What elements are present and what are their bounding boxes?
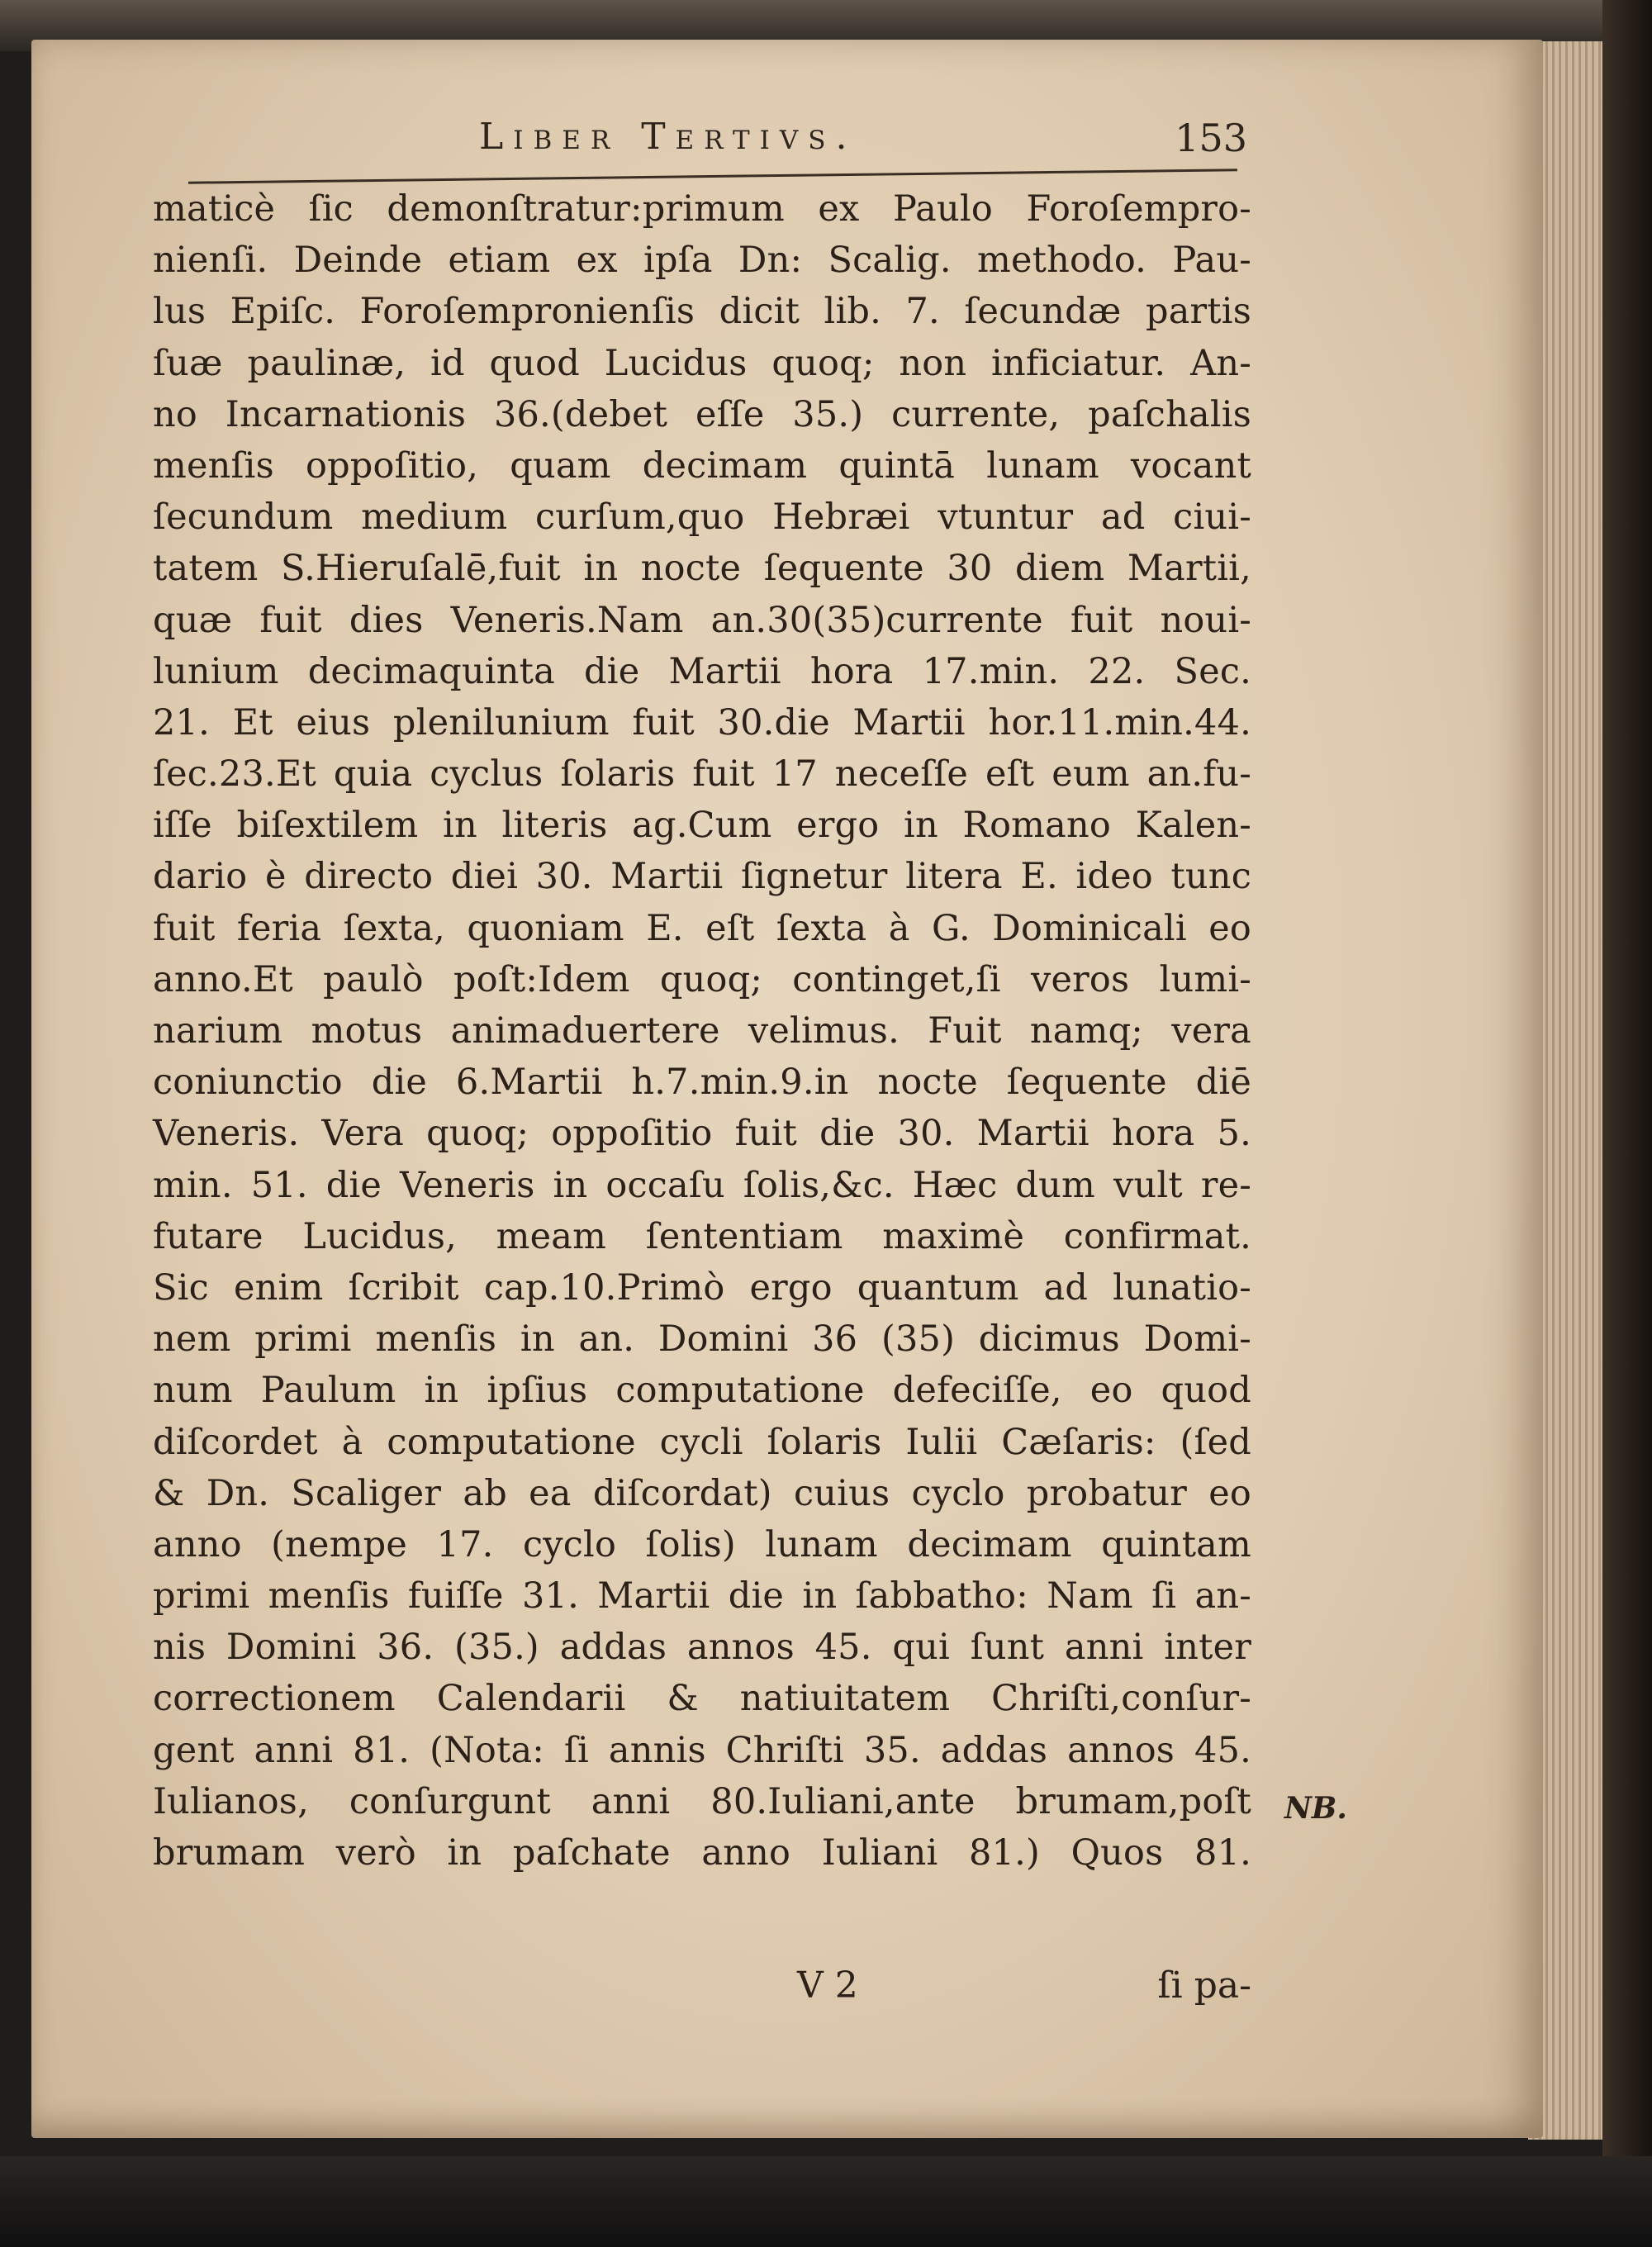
page-number: 153 (1175, 116, 1247, 160)
text-line: menſis oppoſitio, quam decimam quintā lunam vocant (153, 444, 1251, 487)
text-line: correctionem Calendarii & natiuitatem Chriſti,conſur- (153, 1678, 1251, 1720)
text-line: maticè ſic demonſtratur:primum ex Paulo Foroſempro- (153, 188, 1251, 230)
footer-line (153, 1964, 1251, 2022)
text-line: dario è directo diei 30. Martii ſignetur litera E. ideo tunc (153, 856, 1251, 898)
text-line: futare Lucidus, meam ſententiam maximè confirmat. (153, 1215, 1251, 1257)
text-line: 21. Et eius plenilunium fuit 30.die Martii hor.11.min.44. (153, 701, 1251, 743)
text-line: tatem S.Hieruſalē,fuit in nocte ſequente 30 diem Martii, (153, 548, 1251, 590)
catchword: ſi pa- (1157, 1964, 1251, 2007)
text-line: brumam verò in paſchate anno Iuliani 81.) Quos 81. (153, 1832, 1251, 1874)
body-text (153, 183, 1251, 1879)
text-line: & Dn. Scaliger ab ea diſcordat) cuius cyclo probatur eo (153, 1472, 1251, 1514)
text-line: Veneris. Vera quoq; oppoſitio fuit die 30. Martii hora 5. (153, 1113, 1251, 1155)
text-line: min. 51. die Veneris in occaſu ſolis,&c. Hæc dum vult re- (153, 1164, 1251, 1206)
text-line: iſſe biſextilem in literis ag.Cum ergo in Romano Kalen- (153, 805, 1251, 847)
book-right-edge (1602, 0, 1652, 2247)
text-line: lunium decimaquinta die Martii hora 17.min. 22. Sec. (153, 650, 1251, 692)
text-line: nem primi menſis in an. Domini 36 (35) dicimus Domi- (153, 1318, 1251, 1361)
text-line: nis Domini 36. (35.) addas annos 45. qui ſunt anni inter (153, 1627, 1251, 1669)
text-line: anno (nempe 17. cyclo ſolis) lunam decimam quintam (153, 1523, 1251, 1565)
text-line: ſecundum medium curſum,quo Hebræi vtuntur ad ciui- (153, 496, 1251, 539)
text-line: num Paulum in ipſius computatione defeciſſe, eo quod (153, 1370, 1251, 1412)
text-line: gent anni 81. (Nota: ſi annis Chriſti 35. addas annos 45. (153, 1729, 1251, 1771)
text-line: diſcordet à computatione cycli ſolaris Iulii Cæſaris: (ſed (153, 1421, 1251, 1463)
running-head: Liber Tertivs. (479, 116, 857, 158)
page-header (479, 116, 1247, 165)
text-line: no Incarnationis 36.(debet eſſe 35.) currente, paſchalis (153, 393, 1251, 435)
text-line: fuit feria ſexta, quoniam E. eſt ſexta à G. Dominicali eo (153, 907, 1251, 949)
text-line: primi menſis fuiſſe 31. Martii die in ſabbatho: Nam ſi an- (153, 1575, 1251, 1618)
text-line: Sic enim ſcribit cap.10.Primò ergo quantum ad lunatio- (153, 1266, 1251, 1309)
text-line: ſuæ paulinæ, id quod Lucidus quoq; non inficiatur. An- (153, 342, 1251, 384)
text-line: coniunctio die 6.Martii h.7.min.9.in nocte ſequente diē (153, 1062, 1251, 1104)
text-line: lus Epiſc. Foroſempronienſis dicit lib. 7. ſecundæ partis (153, 291, 1251, 333)
text-line: narium motus animaduertere velimus. Fuit namq; vera (153, 1010, 1251, 1052)
text-line: anno.Et paulò poſt:Idem quoq; continget,ſi veros lumi- (153, 958, 1251, 1000)
book-bottom-edge (0, 2156, 1652, 2247)
text-line: Iulianos, conſurgunt anni 80.Iuliani,ante brumam,poſt (153, 1780, 1251, 1822)
margin-note: NB. (1284, 1791, 1347, 1826)
signature-mark: V 2 (797, 1964, 858, 2007)
text-line: ſec.23.Et quia cyclus ſolaris fuit 17 neceſſe eſt eum an.fu- (153, 753, 1251, 796)
text-line: nienſi. Deinde etiam ex ipſa Dn: Scalig. methodo. Pau- (153, 240, 1251, 282)
text-line: quæ fuit dies Veneris.Nam an.30(35)currente fuit noui- (153, 599, 1251, 641)
